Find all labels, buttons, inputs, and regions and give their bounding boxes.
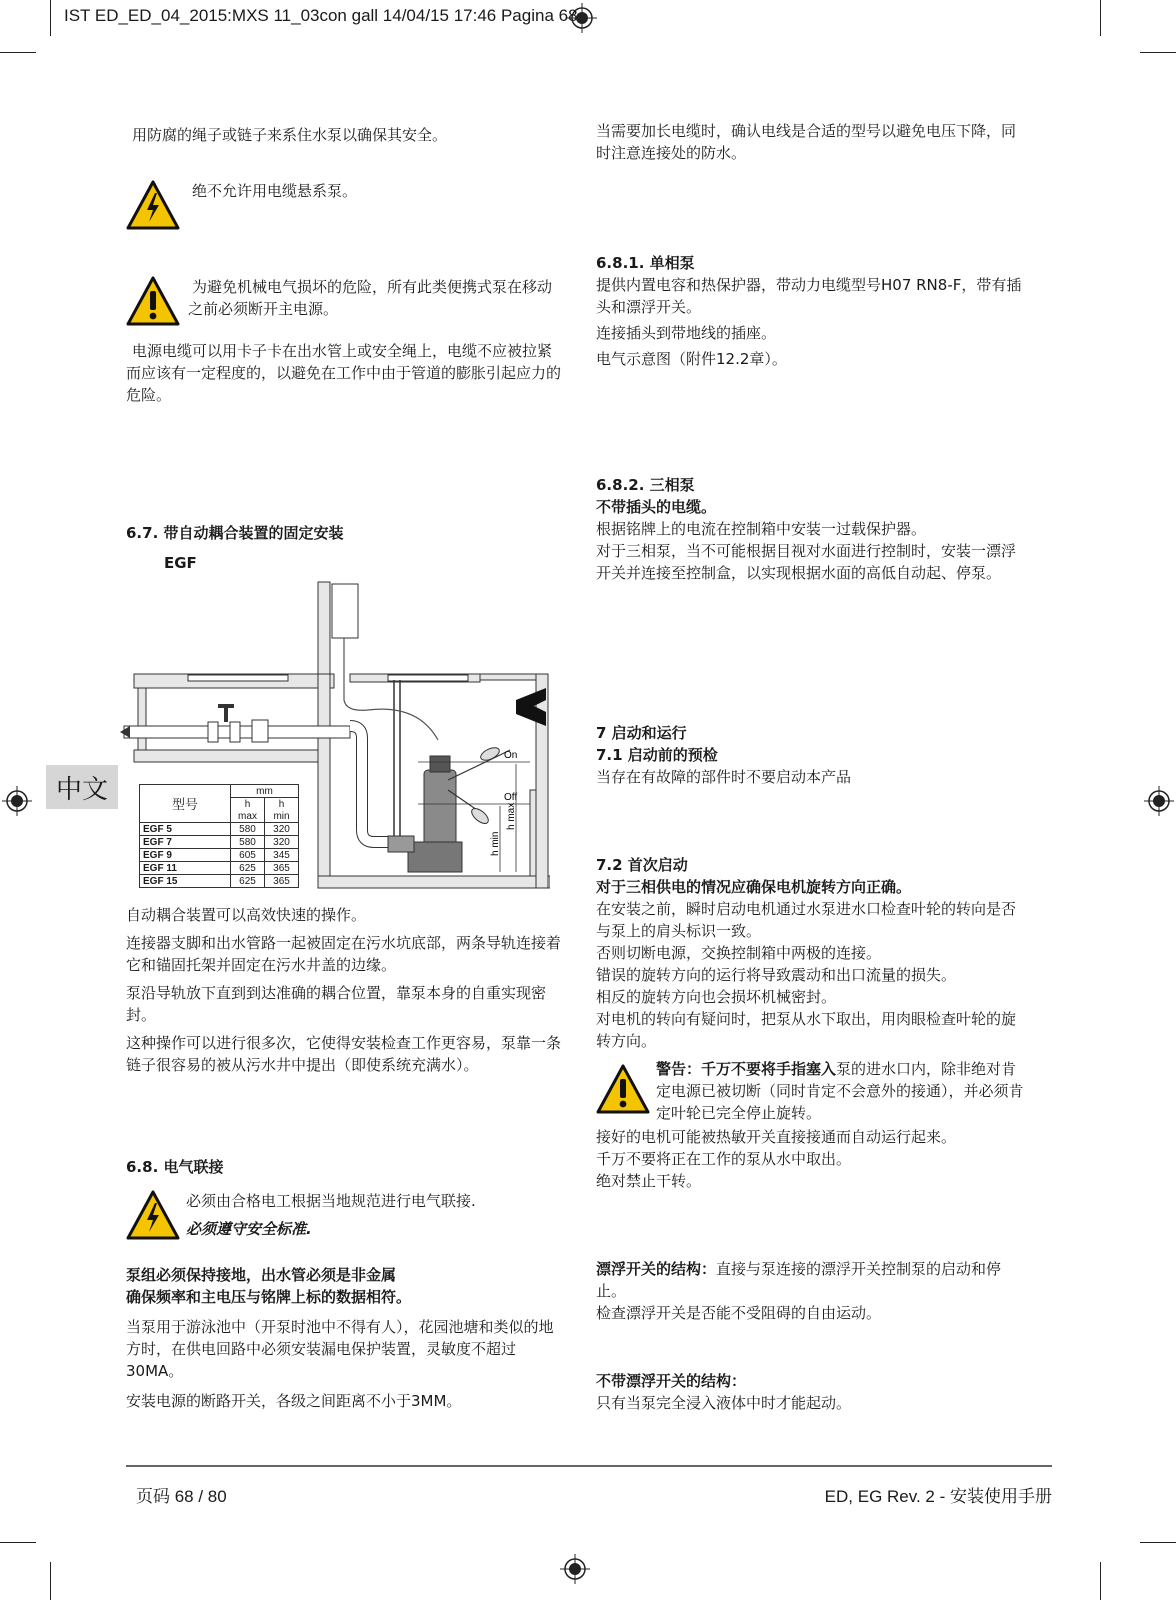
registration-mark-icon — [1, 0, 31, 30]
warning-cable: 绝不允许用电缆悬系泵。 — [192, 182, 358, 200]
control-box — [332, 584, 358, 638]
paragraph-rope: 用防腐的绳子或链子来系住水泵以确保其安全。 — [132, 126, 448, 144]
table-row: EGF 5 580 320 — [140, 823, 299, 836]
crop-mark — [1140, 1542, 1176, 1543]
warning-hand: 警告：千万不要将手指塞入泵的进水口内，除非绝对肯定电源已被切断（同时肯定不会意外的接通），并必须肯定叶轮已完全停止旋转。 — [656, 1060, 1024, 1122]
paragraph-clamp: 电源电缆可以用卡子卡在出水管上或安全绳上，电缆不应被拉紧而应该有一定程度的，以避免在工作中由于管道的膨胀引起应力的危险。 — [126, 342, 562, 404]
no-float-section: 不带漂浮开关的结构： 只有当泵完全浸入液体中时才能起动。 — [596, 1372, 852, 1412]
grounding-notice: 泵组必须保持接地，出水管必须是非金属 确保频率和主电压与铭牌上标的数据相符。 — [126, 1266, 412, 1306]
table-header-model: 型号 — [140, 785, 231, 823]
heading-6-8: 6.8. 电气联接 — [126, 1158, 224, 1176]
warning-exclamation-icon — [126, 276, 180, 326]
float-switch-section: 漂浮开关的结构：直接与泵连接的漂浮开关控制泵的启动和停止。 检查漂浮开关是否能不受阻碍的自由运动。 — [596, 1260, 1002, 1322]
warning-exclamation-icon — [596, 1064, 650, 1114]
table-row: EGF 7 580 320 — [140, 836, 299, 849]
table-header-max: max — [231, 810, 265, 823]
table-row: EGF 11 625 365 — [140, 862, 299, 875]
crop-mark — [0, 52, 36, 53]
crop-mark — [0, 1542, 36, 1543]
heading-egf: EGF — [164, 554, 197, 572]
registration-mark-icon — [560, 1554, 590, 1584]
spec-table-wrap — [139, 784, 299, 888]
pump-body — [424, 770, 456, 846]
label-off: Off — [504, 792, 518, 803]
electric-hazard-icon — [126, 1190, 180, 1240]
crop-mark — [50, 0, 51, 36]
table-row: EGF 15 625 365 — [140, 875, 299, 888]
table-header-h: h — [231, 798, 265, 811]
electric-hazard-icon — [126, 180, 180, 230]
footer-divider — [126, 1465, 1052, 1467]
section-6-8-1: 6.8.1. 单相泵 提供内置电容和热保护器，带动力电缆型号H07 RN8-F，带有插头和漂浮开关。 连接插头到带地线的插座。 电气示意图（附件12.2章）。 — [596, 254, 1022, 368]
table-row: EGF 9 605 345 — [140, 849, 299, 862]
warning-electric: 必须由合格电工根据当地规范进行电气联接. 必须遵守安全标准. — [186, 1192, 476, 1238]
table-header-unit: mm — [231, 785, 299, 798]
pool-text: 当泵用于游泳池中（开泵时池中不得有人），花园池塘和类似的地方时，在供电回路中必须安装漏电保护装置，灵敏度不超过30MA。 安装电源的断路开关，各级之间距离不小于3MM。 — [126, 1318, 554, 1410]
coupling-text: 自动耦合装置可以高效快速的操作。 连接器支脚和出水管路一起被固定在污水坑底部，两条导轨连接着它和锚固托架并固定在污水井盖的边缘。 泵沿导轨放下直到到达准确的耦合位置，靠泵本身的自重实现密封。 这种操作可以进行很多次，它使得安装检查工作更容易，泵靠一条链子很容易的被从污水井中提出（即使系统充满水）。 — [126, 906, 562, 1074]
crop-mark — [1100, 0, 1101, 36]
manual-title: ED, EG Rev. 2 - 安装使用手册 — [824, 1487, 1052, 1506]
spec-table — [139, 784, 299, 888]
paragraph-extend: 当需要加长电缆时，确认电线是合适的型号以避免电压下降，同时注意连接处的防水。 — [596, 122, 1017, 162]
section-7-2: 7.2 首次启动 对于三相供电的情况应确保电机旋转方向正确。 在安装之前，瞬时启动电机通过水泵进水口检查叶轮的转向是否与泵上的肩头标识一致。 否则切断电源，交换控制箱中两极的连接。 错误的旋转方向的运行将导致震动和出口流量的损失。 相反的旋转方向也会损坏机械密封。 对电机的转向有疑问时，把泵从水下取出，用肉眼检查叶轮的旋转方向。 — [596, 856, 1017, 1050]
print-slug: IST ED_ED_04_2015:MXS 11_03con gall 14/04/15 17:46 Pagina 68 — [64, 6, 578, 25]
table-header-h: h — [265, 798, 299, 811]
registration-mark-icon — [2, 786, 32, 816]
label-hmin: h min — [490, 831, 501, 856]
crop-mark — [1140, 52, 1176, 53]
language-tab: 中文 — [46, 765, 118, 809]
label-hmax: h max — [506, 802, 517, 830]
section-6-8-2: 6.8.2. 三相泵 不带插头的电缆。 根据铭牌上的电流在控制箱中安装一过载保护器。 对于三相泵，当不可能根据目视对水面进行控制时，安装一漂浮开关并连接至控制盒，以实现根据水面的高低自动起、停泵。 — [596, 476, 1017, 582]
section-7-2-cont: 接好的电机可能被热敏开关直接接通而自动运行起来。 千万不要将正在工作的泵从水中取出。 绝对禁止干转。 — [596, 1128, 957, 1190]
table-header-min: min — [265, 810, 299, 823]
crop-mark — [50, 1562, 51, 1600]
heading-6-7: 6.7. 带自动耦合装置的固定安装 — [126, 524, 344, 542]
section-7: 7 启动和运行 7.1 启动前的预检 当存在有故障的部件时不要启动本产品 — [596, 724, 852, 786]
label-on: On — [504, 750, 518, 761]
registration-mark-icon — [1144, 786, 1174, 816]
page-number: 页码 68 / 80 — [136, 1487, 227, 1506]
crop-mark — [1100, 1562, 1101, 1600]
left-column — [126, 124, 572, 146]
warning-disconnect: 为避免机械电气损坏的危险，所有此类便携式泵在移动之前必须断开主电源。 — [188, 278, 553, 318]
